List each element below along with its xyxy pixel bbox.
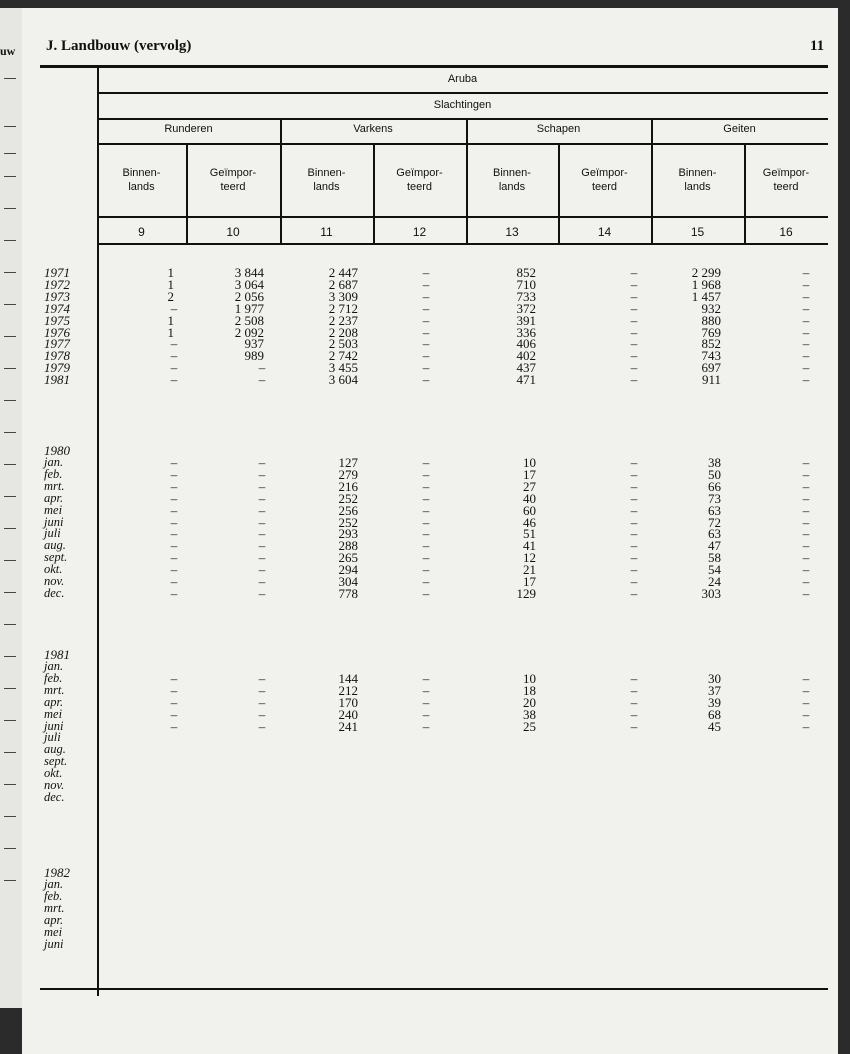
cell-dash: – (630, 466, 638, 482)
cell-dash: – (258, 562, 266, 578)
cell-dash: – (802, 288, 810, 304)
cell-dash: – (630, 372, 638, 388)
cell-value: 1 (167, 276, 174, 292)
cell-dash: – (170, 526, 178, 542)
cell-dash: – (258, 574, 266, 589)
row-label: aug. (44, 742, 66, 757)
cell-dash: – (630, 502, 638, 518)
cell-value: 38 (708, 455, 721, 470)
year-label: 1981 (44, 647, 70, 662)
cell-value: 1 968 (691, 276, 721, 292)
cell-value: 372 (516, 300, 536, 316)
cell-dash: – (802, 562, 810, 578)
cell-dash: – (802, 538, 810, 554)
cell-dash: – (170, 348, 178, 364)
row-label: juli (44, 526, 61, 541)
rule (97, 243, 828, 245)
cell-value: 54 (708, 562, 721, 578)
cell-value: 852 (701, 336, 721, 352)
cell-dash: – (170, 694, 178, 710)
cell-value: 18 (523, 682, 536, 698)
cell-value: 72 (708, 514, 721, 530)
cell-value: 471 (516, 372, 536, 388)
row-label: jan. (44, 877, 64, 891)
cell-dash: – (802, 670, 810, 686)
row-label: sept. (44, 754, 68, 769)
cell-dash: – (170, 300, 178, 316)
row-label: jan. (44, 455, 64, 469)
cell-dash: – (630, 360, 638, 376)
cell-value: 10 (523, 670, 536, 686)
cell-value: 10 (523, 455, 536, 470)
rule (97, 143, 828, 145)
cell-dash: – (170, 372, 178, 388)
row-label: jan. (44, 659, 64, 673)
cell-dash: – (170, 478, 178, 494)
cell-value: 1 (167, 312, 174, 328)
cell-dash: – (802, 718, 810, 734)
facing-page-fragment: uw (0, 44, 16, 58)
cell-dash: – (170, 706, 178, 722)
cell-dash: – (802, 324, 810, 340)
cell-dash: – (630, 538, 638, 554)
cell-dash: – (422, 466, 430, 482)
cell-value: 38 (523, 706, 536, 722)
cell-dash: – (422, 514, 430, 530)
cell-value: 46 (523, 514, 536, 530)
cell-dash: – (422, 670, 430, 686)
cell-value: 279 (338, 466, 358, 482)
cell-value: 391 (516, 312, 536, 328)
column-header: Geïmpor- teerd (209, 167, 257, 193)
cell-dash: – (802, 694, 810, 710)
cell-dash: – (170, 562, 178, 578)
cell-dash: – (422, 490, 430, 506)
row-label: mrt. (44, 478, 65, 493)
cell-value: 68 (708, 706, 721, 722)
rule (97, 92, 828, 94)
cell-dash: – (630, 514, 638, 530)
year-label: 1980 (44, 443, 70, 458)
cell-dash: – (422, 718, 430, 734)
column-header: Geïmpor- teerd (762, 167, 810, 193)
cell-value: 293 (338, 526, 358, 542)
row-label: mei (44, 706, 63, 721)
cell-value: 40 (523, 490, 536, 506)
cell-dash: – (630, 718, 638, 734)
cell-value: 37 (708, 682, 721, 698)
cell-value: 63 (708, 502, 721, 518)
cell-dash: – (422, 312, 430, 328)
cell-value: 252 (338, 490, 358, 506)
cell-dash: – (170, 550, 178, 566)
cell-dash: – (422, 562, 430, 578)
cell-value: 2 447 (328, 265, 358, 280)
row-label: nov. (44, 574, 65, 588)
cell-dash: – (258, 718, 266, 734)
cell-value: 769 (701, 324, 721, 340)
cell-dash: – (802, 526, 810, 542)
column-number: 11 (320, 225, 333, 239)
cell-dash: – (630, 562, 638, 578)
cell-dash: – (422, 336, 430, 352)
subtitle-label: Slachtingen (433, 99, 492, 111)
cell-value: 2 508 (234, 312, 264, 328)
cell-value: 303 (701, 585, 721, 601)
cell-dash: – (258, 372, 266, 388)
cell-value: 129 (516, 585, 536, 601)
row-label: 1975 (44, 312, 70, 328)
cell-dash: – (802, 585, 810, 601)
column-number: 14 (597, 225, 612, 239)
cell-dash: – (258, 455, 266, 470)
row-label: feb. (44, 888, 63, 903)
facing-page-edge (0, 8, 23, 1008)
group-header: Schapen (536, 123, 581, 135)
cell-value: 697 (701, 360, 721, 376)
row-label: juni (44, 514, 64, 529)
cell-value: 880 (701, 312, 721, 328)
cell-dash: – (422, 694, 430, 710)
cell-dash: – (802, 276, 810, 292)
cell-dash: – (802, 550, 810, 566)
cell-value: 304 (338, 574, 358, 589)
cell-value: 66 (708, 478, 721, 494)
cell-value: 1 (167, 324, 174, 340)
cell-value: 437 (516, 360, 536, 376)
row-label: 1971 (44, 265, 70, 280)
cell-value: 743 (701, 348, 721, 364)
cell-value: 73 (708, 490, 721, 506)
cell-value: 3 455 (328, 360, 358, 376)
cell-value: 30 (708, 670, 721, 686)
cell-dash: – (630, 682, 638, 698)
cell-dash: – (630, 312, 638, 328)
cell-dash: – (170, 502, 178, 518)
cell-dash: – (630, 574, 638, 589)
cell-dash: – (630, 694, 638, 710)
cell-value: 50 (708, 466, 721, 482)
row-label: apr. (44, 912, 64, 927)
cell-value: 2 (167, 288, 174, 304)
row-label: juli (44, 730, 61, 745)
group-header: Varkens (353, 123, 393, 135)
cell-dash: – (258, 490, 266, 506)
cell-value: 288 (338, 538, 358, 554)
document-page (22, 8, 838, 1054)
row-label: 1979 (44, 360, 70, 376)
cell-value: 252 (338, 514, 358, 530)
row-label: apr. (44, 694, 64, 709)
row-label: okt. (44, 766, 63, 781)
cell-dash: – (170, 574, 178, 589)
cell-value: 216 (338, 478, 358, 494)
row-label: dec. (44, 789, 65, 804)
group-header: Runderen (164, 123, 213, 135)
cell-dash: – (258, 585, 266, 601)
cell-dash: – (258, 478, 266, 494)
page-header: J. Landbouw (vervolg) (46, 38, 192, 54)
cell-dash: – (802, 682, 810, 698)
cell-dash: – (802, 348, 810, 364)
row-label: 1973 (44, 288, 70, 304)
row-label: feb. (44, 466, 63, 481)
cell-dash: – (258, 502, 266, 518)
cell-value: 3 844 (234, 265, 264, 280)
cell-dash: – (422, 300, 430, 316)
group-header: Geiten (723, 123, 756, 135)
row-label: juni (44, 936, 64, 951)
cell-value: 256 (338, 502, 358, 518)
cell-dash: – (422, 526, 430, 542)
column-number: 10 (226, 225, 240, 239)
cell-dash: – (170, 514, 178, 530)
cell-value: 402 (516, 348, 536, 364)
year-label: 1982 (44, 865, 70, 880)
cell-dash: – (802, 336, 810, 352)
cell-dash: – (802, 478, 810, 494)
cell-value: 241 (338, 718, 358, 734)
cell-value: 144 (338, 670, 358, 686)
rule (97, 216, 828, 218)
row-label: 1981 (44, 372, 70, 388)
cell-dash: – (422, 550, 430, 566)
cell-dash: – (170, 718, 178, 734)
cell-dash: – (422, 706, 430, 722)
cell-dash: – (630, 276, 638, 292)
column-number: 16 (779, 225, 793, 239)
cell-value: 12 (523, 550, 536, 566)
cell-value: 39 (708, 694, 721, 710)
cell-value: 2 237 (328, 312, 358, 328)
cell-dash: – (630, 288, 638, 304)
cell-value: 2 712 (328, 300, 358, 316)
cell-dash: – (630, 490, 638, 506)
row-label: 1977 (44, 336, 70, 352)
cell-dash: – (630, 265, 638, 280)
cell-value: 265 (338, 550, 358, 566)
cell-dash: – (258, 360, 266, 376)
rule (40, 65, 828, 68)
cell-value: 1 457 (691, 288, 721, 304)
cell-dash: – (422, 324, 430, 340)
column-number: 15 (690, 225, 705, 239)
cell-value: 212 (338, 682, 358, 698)
cell-dash: – (422, 360, 430, 376)
row-label: 1974 (44, 300, 70, 316)
row-label: mei (44, 924, 63, 939)
cell-dash: – (170, 585, 178, 601)
column-number: 9 (138, 225, 145, 239)
cell-value: 937 (244, 336, 264, 352)
cell-dash: – (170, 455, 178, 470)
cell-dash: – (802, 574, 810, 589)
cell-dash: – (422, 682, 430, 698)
cell-dash: – (422, 372, 430, 388)
cell-dash: – (258, 550, 266, 566)
cell-dash: – (630, 478, 638, 494)
cell-dash: – (802, 502, 810, 518)
cell-dash: – (258, 694, 266, 710)
cell-value: 1 977 (234, 300, 264, 316)
cell-dash: – (802, 360, 810, 376)
row-label: mrt. (44, 682, 65, 697)
column-header: Binnen- lands (307, 167, 346, 193)
cell-value: 336 (516, 324, 536, 340)
cell-value: 989 (244, 348, 264, 364)
cell-value: 2 056 (234, 288, 264, 304)
cell-dash: – (170, 466, 178, 482)
rule (40, 988, 828, 990)
cell-dash: – (422, 276, 430, 292)
cell-value: 2 742 (328, 348, 358, 364)
row-label: 1978 (44, 348, 70, 364)
cell-dash: – (170, 538, 178, 554)
cell-value: 41 (523, 538, 536, 554)
cell-value: 733 (516, 288, 536, 304)
cell-dash: – (422, 265, 430, 280)
cell-dash: – (422, 574, 430, 589)
cell-value: 24 (708, 574, 721, 589)
cell-value: 3 064 (234, 276, 264, 292)
cell-dash: – (630, 550, 638, 566)
page-number: 11 (810, 38, 825, 54)
cell-value: 127 (338, 455, 358, 470)
cell-value: 17 (523, 466, 536, 482)
cell-dash: – (802, 514, 810, 530)
cell-dash: – (422, 455, 430, 470)
cell-value: 60 (523, 502, 536, 518)
cell-dash: – (170, 682, 178, 698)
cell-value: 1 (167, 265, 174, 280)
cell-dash: – (258, 538, 266, 554)
cell-dash: – (802, 490, 810, 506)
cell-value: 2 503 (328, 336, 358, 352)
row-label: okt. (44, 562, 63, 577)
row-label: apr. (44, 490, 64, 505)
cell-dash: – (630, 670, 638, 686)
cell-dash: – (170, 360, 178, 376)
cell-value: 21 (523, 562, 536, 578)
cell-value: 778 (338, 585, 358, 601)
cell-dash: – (630, 455, 638, 470)
cell-dash: – (630, 526, 638, 542)
cell-dash: – (258, 670, 266, 686)
cell-value: 2 299 (691, 265, 721, 280)
cell-value: 47 (708, 538, 721, 554)
cell-value: 2 208 (328, 324, 358, 340)
cell-value: 3 309 (328, 288, 358, 304)
row-label: juni (44, 718, 64, 733)
cell-value: 932 (701, 300, 721, 316)
cell-value: 294 (338, 562, 358, 578)
cell-dash: – (170, 670, 178, 686)
cell-dash: – (630, 300, 638, 316)
rule (97, 118, 828, 120)
cell-dash: – (258, 466, 266, 482)
cell-dash: – (258, 514, 266, 530)
row-label: mrt. (44, 900, 65, 915)
cell-dash: – (258, 526, 266, 542)
cell-dash: – (630, 336, 638, 352)
cell-dash: – (630, 706, 638, 722)
cell-value: 58 (708, 550, 721, 566)
row-label: feb. (44, 670, 63, 685)
cell-value: 170 (338, 694, 358, 710)
cell-value: 20 (523, 694, 536, 710)
row-label: aug. (44, 538, 66, 553)
cell-value: 3 604 (328, 372, 358, 388)
row-label: sept. (44, 550, 68, 565)
cell-value: 63 (708, 526, 721, 542)
cell-dash: – (630, 585, 638, 601)
row-label: nov. (44, 778, 65, 792)
cell-dash: – (422, 585, 430, 601)
cell-dash: – (422, 288, 430, 304)
cell-value: 45 (708, 718, 721, 734)
cell-dash: – (802, 312, 810, 328)
cell-value: 51 (523, 526, 536, 542)
column-header: Binnen- lands (493, 167, 531, 193)
cell-dash: – (802, 300, 810, 316)
cell-dash: – (170, 490, 178, 506)
column-number: 13 (505, 225, 519, 239)
cell-value: 2 687 (328, 276, 358, 292)
cell-value: 911 (701, 372, 721, 388)
cell-dash: – (630, 348, 638, 364)
cell-value: 710 (516, 276, 536, 292)
column-header: Binnen- lands (678, 167, 717, 193)
cell-dash: – (630, 324, 638, 340)
column-header: Geïmpor- teerd (581, 167, 628, 193)
row-label: 1976 (44, 324, 70, 340)
cell-value: 852 (516, 265, 536, 280)
cell-dash: – (422, 478, 430, 494)
cell-value: 25 (523, 718, 536, 734)
cell-dash: – (802, 706, 810, 722)
cell-dash: – (802, 455, 810, 470)
row-label: 1972 (44, 276, 70, 292)
cell-value: 17 (523, 574, 536, 589)
cell-dash: – (802, 372, 810, 388)
cell-dash: – (802, 466, 810, 482)
rule (97, 65, 99, 996)
column-header: Binnen- lands (122, 167, 161, 193)
cell-dash: – (422, 538, 430, 554)
cell-value: 27 (523, 478, 536, 494)
cell-value: 240 (338, 706, 358, 722)
column-header: Geïmpor- teerd (396, 167, 443, 193)
row-label: dec. (44, 585, 65, 600)
region-label: Aruba (447, 73, 478, 85)
cell-dash: – (422, 502, 430, 518)
cell-value: 2 092 (234, 324, 264, 340)
cell-dash: – (422, 348, 430, 364)
column-number: 12 (412, 225, 427, 239)
cell-dash: – (802, 265, 810, 280)
row-label: mei (44, 502, 63, 517)
cell-dash: – (258, 682, 266, 698)
cell-dash: – (170, 336, 178, 352)
cell-dash: – (258, 706, 266, 722)
cell-value: 406 (516, 336, 536, 352)
